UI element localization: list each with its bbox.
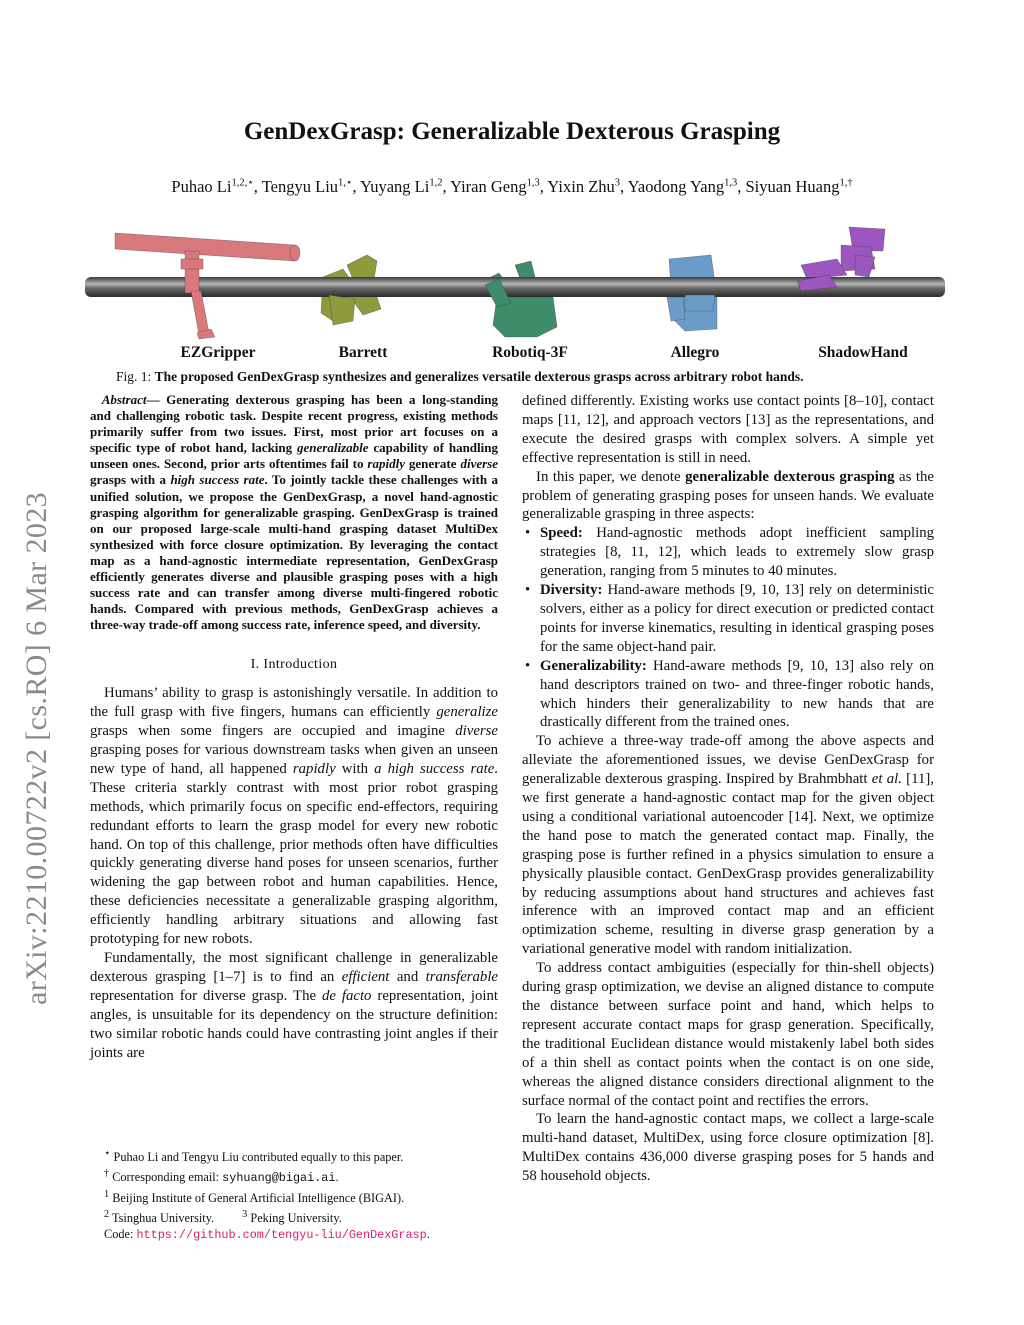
paragraph-achieve: To achieve a three-way trade-off among the above aspects and alleviate the aforementioned issues, we devise GenDexGrasp for generalizable dexterous grasping. Inspired by Brahmbhatt et al. [11], we first generate a hand-agnostic contact map for the given object using a conditional variational autoencoder [14]. Next, we optimize the hand pose to match the generated contact map. Finally, the grasping pose is further refined in a physics simulation to ensure a physically plausible contact. GenDexGrasp provides generalizability by reducing assumptions about hand structures and achieves fast inference with an improved contact map and an efficient optimization scheme, resulting in diverse grasp generation by a variational generative model with random initialization. (522, 733, 934, 958)
section-heading-introduction: I. Introduction (250, 657, 338, 673)
intro-paragraph-2: Fundamentally, the most significant challenge in generalizable dexterous grasping [1–7] is to find an efficient and transferable representation for diverse grasp. The de facto representation, joint angles, is unsuitable for its dependency on the structure definition: two similar robotic hands could have contrasting joint angles if their joints are (90, 950, 498, 1061)
hand-label-ezgripper: EZGripper (180, 344, 256, 361)
allegro-finger (685, 295, 715, 311)
paragraph-address: To address contact ambiguities (especially for thin-shell objects) during grasp optimization, we devise an aligned distance to compute the distance between surface point and hand, which helps to represent accurate contact maps for grasp generation. Specifically, the traditional Euclidean distance would mistakenly label both sides of a thin shell as contact points when the contact is on one side, whereas the aligned distance considers directional alignment to the surface normal of the contact point and rectifies the errors. (522, 960, 934, 1109)
author-list (0, 176, 1024, 197)
author: Siyuan Huang$^{1,\dagger}$ (745, 176, 853, 196)
right-column (522, 392, 934, 1186)
author: Yiran Geng$^{1,3}$, (450, 176, 548, 196)
shadow-hand (801, 227, 885, 279)
author: Yaodong Yang$^{1,3}$, (627, 176, 746, 196)
footnote-affiliation-2-3: $^2$ Tsinghua University. $^3$ Peking University. (104, 1208, 342, 1225)
list-item-diversity: • Diversity: Hand-aware methods [9, 10, 13] rely on deterministic solvers, either as a policy for direct execution or predicted contact points for inverse kinematics, resulting in identical grasping poses for the same object-hand pair. (522, 581, 934, 657)
figure-1 (85, 225, 945, 345)
hand-label-robotiq: Robotiq-3F (492, 344, 568, 361)
paragraph-denote: In this paper, we denote generalizable dexterous grasping as the problem of generating grasping poses for unseen hands. We evaluate generalizable grasping in three aspects: (522, 468, 934, 523)
paper-title: GenDexGrasp: Generalizable Dexterous Grasping (243, 118, 781, 145)
footnote-affiliation-1: $^1$ Beijing Institute of General Artificial Intelligence (BIGAI). (104, 1188, 405, 1205)
list-item-generalizability: • Generalizability: Hand-aware methods [9, 10, 13] also rely on hand descriptors trained on two- and three-finger robotic hands, which hinders their generalizability to new hands that are drastically different from the trained ones. (522, 657, 934, 733)
author: Yuyang Li$^{1,2}$, (360, 176, 451, 196)
footnote-corresponding: † Corresponding email: syhuang@bigai.ai. (104, 1167, 339, 1185)
footnote-equal-contribution: ⋆ Puhao Li and Tengyu Liu contributed equally to this paper. (104, 1148, 404, 1165)
author: Yixin Zhu$^3$, (547, 176, 628, 196)
footnotes (104, 1146, 504, 1243)
hand-label-shadowhand: ShadowHand (818, 344, 908, 361)
left-column (90, 392, 498, 1062)
caption-label: Fig. 1: (116, 369, 152, 384)
barrett-finger (329, 295, 355, 325)
corresponding-email[interactable]: syhuang@bigai.ai (222, 1170, 336, 1185)
author: Puhao $Li^{1,2,⋆}$, (171, 176, 262, 196)
figure-caption (116, 369, 916, 385)
list-item-speed: • Speed: Hand-agnostic methods adopt inefficient sampling strategies [8, 11, 12], which leads to extremely slow grasp generation, ranging from 5 minutes to 40 minutes. (522, 524, 934, 581)
arxiv-identifier: arXiv:2210.00722v2 [cs.RO] 6 Mar 2023 (20, 491, 53, 1005)
abstract: Abstract— Generating dexterous grasping has been a long-standing and challenging robotic task. Despite recent progress, existing methods primarily suffer from two issues. First, most prior art focuses on a specific type of robot hand, lacking generalizable capability of handling unseen ones. Second, prior arts oftentimes fail to rapidly generate diverse grasps with a high success rate. To jointly tackle these challenges with a unified solution, we propose the GenDexGrasp, a novel hand-agnostic grasping algorithm for generalizable grasping. GenDexGrasp is trained on our proposed large-scale multi-hand grasping dataset MultiDex synthesized with force closure optimization. By leveraging the contact map as a hand-agnostic intermediate representation, GenDexGrasp efficiently generates diverse and plausible grasping poses with a high success rate and can transfer among diverse multi-fingered robotic hands. Compared with previous methods, GenDexGrasp achieves a three-way trade-off among success rate, inference speed, and diversity. (90, 392, 498, 633)
hand-label-barrett: Barrett (338, 344, 388, 361)
author: Tengyu Liu$^{1,⋆}$, (261, 176, 361, 196)
figure-1-illustration (85, 225, 945, 345)
code-link[interactable]: https://github.com/tengyu-liu/GenDexGrasp (136, 1227, 427, 1242)
paragraph-learn: To learn the hand-agnostic contact maps, we collect a large-scale multi-hand dataset, MultiDex, using force closure optimization [8]. MultiDex contains 436,000 diverse grasping poses for 5 hands and 58 household objects. (522, 1111, 934, 1185)
intro-paragraph-1: Humans’ ability to grasp is astonishingly versatile. In addition to the full grasp with five fingers, humans can efficiently generalize grasps when some fingers are occupied and imagine diverse grasping poses for various downstream tasks when given an unseen new type of hand, all happened rapidly with a high success rate. These criteria starkly contrast with most prior robot grasping methods, which primarily focus on specific end-effectors, requiring redundant efforts to learn the grasp model for every new robotic hand. On top of this challenge, prior methods often have difficulties quickly generating diverse hand poses for unseen scenarios, further widening the gap between robot and human capabilities. Hence, these deficiencies necessitate a generalizable grasping algorithm, efficiently handling arbitrary situations and allowing fast prototyping for new robots. (90, 685, 498, 948)
footnote-code: Code: https://github.com/tengyu-liu/GenDexGrasp. (104, 1226, 430, 1242)
continued-paragraph: defined differently. Existing works use contact points [8–10], contact maps [11, 12], and approach vectors [13] as the representations, and execute the desired grasps with complex solvers. A simple yet effective representation is still in need. (522, 393, 934, 466)
aspects-list (522, 524, 934, 732)
hand-label-allegro: Allegro (670, 344, 720, 361)
caption-text: The proposed GenDexGrasp synthesizes and generalizes versatile dexterous grasps across arbitrary robot hands. (154, 369, 804, 384)
